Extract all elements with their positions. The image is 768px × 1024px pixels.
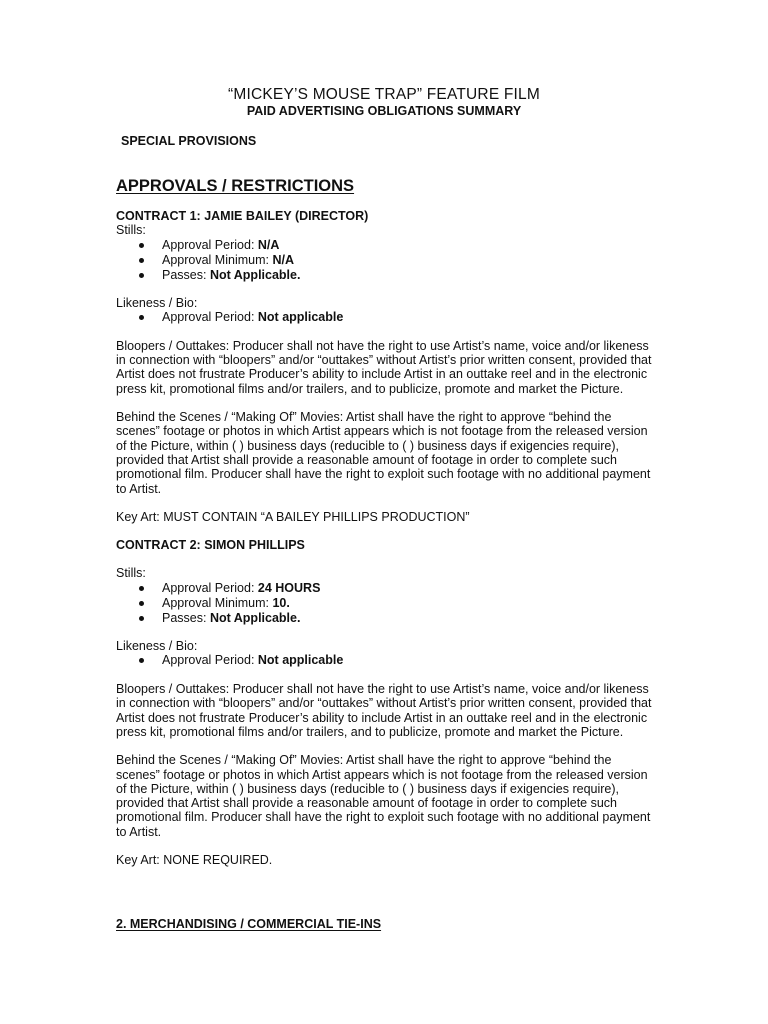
list-item: [116, 611, 656, 626]
bullet-icon: [139, 586, 144, 591]
document-body: [116, 209, 656, 867]
contract-1-heading: CONTRACT 1: JAMIE BAILEY (DIRECTOR): [116, 209, 369, 223]
list-item: [116, 253, 656, 268]
contract-2-likeness-label: Likeness / Bio:: [116, 638, 198, 653]
list-item: [116, 581, 656, 596]
approvals-restrictions-heading: APPROVALS / RESTRICTIONS: [116, 177, 355, 195]
contract-1-bloopers-paragraph: Bloopers / Outtakes: Producer shall not have the right to use Artist’s name, voice and/or likeness in connection with “bloopers” and/or “outtakes” without Artist’s prior written consent, provided that Artist does not frustrate Producer’s ability to include Artist in an outtake reel and in the electronic press kit, promotional films and/or trailers, and to publicize, promote and market the Picture.: [116, 338, 652, 396]
item-label: Approval Period:: [162, 309, 258, 324]
contract-2-likeness-list: [116, 653, 656, 668]
bullet-icon: [139, 658, 144, 663]
list-item: [116, 653, 656, 668]
special-provisions-label: SPECIAL PROVISIONS: [121, 134, 257, 148]
item-label: Passes:: [162, 267, 210, 282]
list-item: [116, 238, 656, 253]
item-label: Approval Period:: [162, 653, 258, 668]
list-item: [116, 596, 656, 611]
item-value: 24 HOURS: [257, 580, 321, 595]
bullet-icon: [139, 243, 144, 248]
item-label: Approval Period:: [162, 237, 258, 252]
item-label: Approval Minimum:: [162, 252, 273, 267]
bullet-icon: [139, 601, 144, 606]
contract-2-bloopers-paragraph: Bloopers / Outtakes: Producer shall not have the right to use Artist’s name, voice and/or likeness in connection with “bloopers” and/or “outtakes” without Artist’s prior written consent, provided that Artist does not frustrate Producer’s ability to include Artist in an outtake reel and in the electronic press kit, promotional films and/or trailers, and to publicize, promote and market the Picture.: [116, 682, 652, 739]
item-label: Passes:: [162, 610, 210, 625]
item-value: Not applicable: [257, 309, 344, 324]
contract-2-stills-label: Stills:: [116, 566, 146, 581]
contract-1-key-art: Key Art: MUST CONTAIN “A BAILEY PHILLIPS PRODUCTION”: [116, 509, 470, 524]
contract-1-behind-scenes-paragraph: Behind the Scenes / “Making Of” Movies: Artist shall have the right to approve “behind the scenes” footage or photos in which Artist appears which is not footage from the released version of the Picture, within ( ) business days (reducible to ( ) business days if exigencies require), provided that Artist shall provide a reasonable amount of footage in order to complete such promotional film. Producer shall have the right to exploit such footage with no additional payment to Artist.: [116, 410, 651, 496]
bullet-icon: [139, 258, 144, 263]
bullet-icon: [139, 273, 144, 278]
item-value: N/A: [257, 237, 280, 252]
merchandising-heading: 2. MERCHANDISING / COMMERCIAL TIE-INS: [116, 917, 382, 931]
contract-2-stills-list: [116, 581, 656, 626]
item-value: Not Applicable.: [209, 610, 301, 625]
item-value: N/A: [272, 252, 294, 267]
bullet-icon: [139, 315, 144, 320]
contract-1-likeness-list: [116, 310, 656, 325]
document-subtitle: PAID ADVERTISING OBLIGATIONS SUMMARY: [246, 104, 522, 118]
item-label: Approval Period:: [162, 580, 258, 595]
contract-2-behind-scenes-paragraph: Behind the Scenes / “Making Of” Movies: Artist shall have the right to approve “behind the scenes” footage or photos in which Artist appears which is not footage from the released version of the Picture, within ( ) business days (reducible to ( ) business days if exigencies require), provided that Artist shall provide a reasonable amount of footage in order to complete such promotional film. Producer shall have the right to exploit such footage with no additional payment to Artist.: [116, 753, 651, 839]
item-value: Not Applicable.: [209, 267, 301, 282]
contract-1-likeness-label: Likeness / Bio:: [116, 295, 198, 310]
item-value: 10.: [272, 595, 290, 610]
contract-1-stills-list: [116, 238, 656, 283]
contract-2-heading: CONTRACT 2: SIMON PHILLIPS: [116, 538, 305, 553]
bullet-icon: [139, 616, 144, 621]
document-title: “MICKEY’S MOUSE TRAP” FEATURE FILM: [228, 86, 540, 103]
contract-2-key-art: Key Art: NONE REQUIRED.: [116, 853, 273, 868]
item-label: Approval Minimum:: [162, 595, 273, 610]
item-value: Not applicable: [257, 653, 344, 668]
list-item: [116, 310, 656, 325]
contract-1-stills-label: Stills:: [116, 223, 146, 238]
list-item: [116, 268, 656, 283]
